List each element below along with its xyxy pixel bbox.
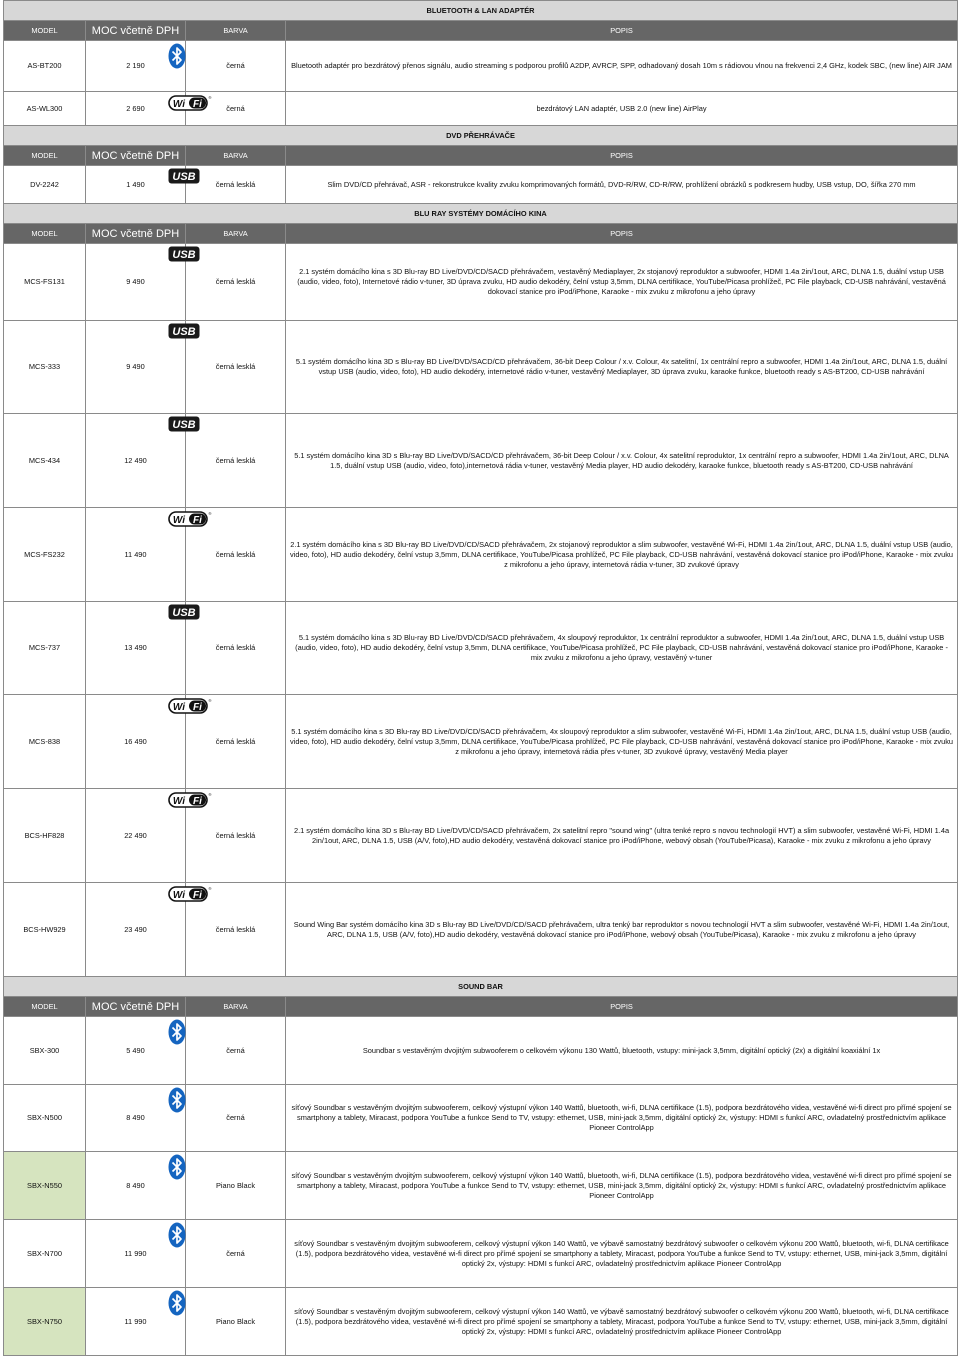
column-header-row bbox=[4, 997, 958, 1017]
color-cell: Piano Black bbox=[186, 1288, 286, 1356]
model-cell: MCS-737 bbox=[4, 602, 86, 695]
model-cell: BCS-HW929 bbox=[4, 883, 86, 977]
description-cell: 5.1 systém domácího kina s 3D Blu-ray BD Live/DVD/CD/SACD přehrávačem, 4x sloupový reproduktor a slim subwoofer, vestavěné Wi-Fi, HDMI 1.4a 2in/1out, ARC, DLNA 1.5, duální vstup USB (audio, video, foto), HD audio dekodéry, čelní vstup 3,5mm, DLNA certifikace, YouTube/Picasa prohlížeč, PC File playback, CD-USB nahrávání, vestavěná dokovací stanice pro iPod/iPhone, Karaoke - mix zvuku z mikrofonu a jeho úpravy, internetová rádia přes v-tuner, 3D zvukové úpravy, vestavěný Media player bbox=[286, 695, 958, 789]
price-cell bbox=[86, 789, 212, 883]
price-value: 23 490 bbox=[124, 924, 147, 934]
description-cell: 2.1 systém domácího kina s 3D Blu-ray BD Live/DVD/CD/SACD přehrávačem, 2x stojanový reproduktor a slim subwoofer, vestavěné Wi-Fi, HDMI 1.4a 2in/1out, ARC, DLNA 1.5, duální vstup USB (audio, video, foto), HD audio dekodéry, čelní vstup 3,5mm, DLNA certifikace, YouTube/Picasa prohlížeč, PC File playback, CD-USB nahrávání, vestavěná dokovací stanice pro iPod/iPhone, Karaoke - mix zvuku z mikrofonu a jeho úpravy, internetová rádia v-tuner, 3D zvukové úpravy bbox=[286, 508, 958, 602]
header-color: BARVA bbox=[186, 224, 286, 244]
product-row bbox=[4, 414, 958, 508]
price-value: 1 490 bbox=[126, 179, 145, 189]
price-cell bbox=[86, 92, 212, 126]
svg-text:®: ® bbox=[208, 698, 212, 703]
header-description: POPIS bbox=[286, 21, 958, 41]
description-cell: Slim DVD/CD přehrávač, ASR - rekonstrukce kvality zvuku komprimovaných formátů, DVD-R/RW, CD-R/RW, prohlížení obrázků s podkresem hudby, USB vstup, DO, šířka 270 mm bbox=[286, 166, 958, 204]
header-color: BARVA bbox=[186, 146, 286, 166]
svg-text:Fi: Fi bbox=[193, 515, 202, 526]
svg-text:Wi: Wi bbox=[172, 890, 186, 901]
price-value: 5 490 bbox=[126, 1045, 145, 1055]
price-value: 12 490 bbox=[124, 455, 147, 465]
usb-logo-icon bbox=[168, 246, 200, 265]
svg-text:Wi: Wi bbox=[172, 796, 186, 807]
column-header-row bbox=[4, 224, 958, 244]
model-cell: DV-2242 bbox=[4, 166, 86, 204]
price-cell bbox=[86, 1220, 186, 1288]
price-value: 8 490 bbox=[126, 1180, 145, 1190]
svg-text:USB: USB bbox=[172, 419, 196, 431]
model-cell: SBX-N700 bbox=[4, 1220, 86, 1288]
product-row bbox=[4, 883, 958, 977]
wifi-logo-icon bbox=[168, 697, 210, 718]
header-color: BARVA bbox=[186, 21, 286, 41]
svg-text:Fi: Fi bbox=[193, 890, 202, 901]
price-value: 11 990 bbox=[124, 1248, 147, 1258]
product-row bbox=[4, 166, 958, 204]
usb-logo-icon bbox=[168, 168, 200, 187]
header-color: BARVA bbox=[186, 997, 286, 1017]
header-price: MOC včetně DPH bbox=[86, 224, 186, 244]
svg-text:Fi: Fi bbox=[193, 796, 202, 807]
header-price: MOC včetně DPH bbox=[86, 997, 186, 1017]
product-row bbox=[4, 321, 958, 414]
svg-text:®: ® bbox=[208, 511, 212, 516]
price-cell bbox=[86, 508, 212, 602]
wifi-logo-icon bbox=[168, 885, 210, 906]
color-cell: Piano Black bbox=[186, 1152, 286, 1220]
model-cell: SBX-N550 bbox=[4, 1152, 86, 1220]
price-cell bbox=[86, 1288, 186, 1356]
section-title-row bbox=[4, 204, 958, 224]
price-cell bbox=[86, 883, 212, 977]
description-cell: síťový Soundbar s vestavěným dvojitým subwooferem, celkový výstupní výkon 140 Wattů, bluetooth, wi-fi, DLNA certifikace (1.5), podpora bezdrátového videa, vestavěné wi-fi direct pro přímé spojení se smartphony a tablety, Miracast, podpora YouTube a funkce Send to TV, vstupy: ethernet, USB, mini-jack 3,5mm, digitální optický 2x, výstupy: HDMI s funkcí ARC, ovladatelný prostřednictvím aplikace Pioneer ControlApp bbox=[286, 1152, 958, 1220]
header-description: POPIS bbox=[286, 997, 958, 1017]
header-description: POPIS bbox=[286, 146, 958, 166]
product-row bbox=[4, 508, 958, 602]
bluetooth-icon bbox=[168, 43, 186, 72]
color-cell: černá lesklá bbox=[186, 321, 286, 414]
svg-text:Fi: Fi bbox=[193, 99, 202, 110]
product-row bbox=[4, 695, 958, 789]
svg-text:USB: USB bbox=[172, 171, 196, 183]
model-cell: SBX-N500 bbox=[4, 1085, 86, 1152]
price-value: 22 490 bbox=[124, 830, 147, 840]
section-title-row bbox=[4, 977, 958, 997]
color-cell: černá bbox=[186, 41, 286, 92]
product-row bbox=[4, 41, 958, 92]
description-cell: bezdrátový LAN adaptér, USB 2.0 (new line) AirPlay bbox=[286, 92, 958, 126]
model-cell: SBX-N750 bbox=[4, 1288, 86, 1356]
bluetooth-icon bbox=[168, 1290, 186, 1319]
color-cell: černá lesklá bbox=[186, 883, 286, 977]
svg-text:USB: USB bbox=[172, 326, 196, 338]
section-title-row bbox=[4, 1, 958, 21]
description-cell: 5.1 systém domácího kina s 3D Blu-ray BD Live/DVD/CD/SACD přehrávačem, 4x sloupový reproduktor, 1x centrální reproduktor a subwoofer, HDMI 1.4a 2in/1out, ARC, DLNA 1.5, duální vstup USB (audio, video, foto), HD audio dekodéry, čelní vstup 3,5mm, DLNA certifikace, YouTube/Picasa prohlížeč, PC File playback, CD-USB nahrávání, vestavěná dokovací stanice pro iPod/iPhone, Karaoke - mix zvuku z mikrofonu a jeho úpravy, vestavěný v-tuner bbox=[286, 602, 958, 695]
price-value: 8 490 bbox=[126, 1113, 145, 1122]
color-cell: černá bbox=[186, 92, 286, 126]
svg-text:USB: USB bbox=[172, 249, 196, 261]
price-cell bbox=[86, 414, 196, 508]
model-cell: MCS-434 bbox=[4, 414, 86, 508]
header-model: MODEL bbox=[4, 997, 86, 1017]
header-model: MODEL bbox=[4, 146, 86, 166]
price-cell bbox=[86, 1017, 186, 1085]
section-title-row bbox=[4, 126, 958, 146]
product-row bbox=[4, 1220, 958, 1288]
svg-text:USB: USB bbox=[172, 607, 196, 619]
price-cell bbox=[86, 695, 212, 789]
description-cell: síťový Soundbar s vestavěným dvojitým subwooferem, celkový výstupní výkon 140 Wattů, ve výbavě samostatný bezdrátový subwoofer o celkovém výkonu 200 Wattů, bluetooth, wi-fi, DLNA certifikace (1.5), podpora bezdrátového videa, vestavěné wi-fi direct pro přímé spojení se smartphony a tablety, Miracast, podpora YouTube a funkce Send to TV, vstupy: ethernet, USB, mini-jack 3,5mm, digitální optický 2x, výstupy: HDMI s funkcí ARC, ovladatelný prostřednictvím aplikace Pioneer ControlApp bbox=[286, 1288, 958, 1356]
model-cell: MCS-838 bbox=[4, 695, 86, 789]
color-cell: černá lesklá bbox=[186, 602, 286, 695]
color-cell: černá bbox=[186, 1220, 286, 1288]
svg-text:Wi: Wi bbox=[172, 515, 186, 526]
color-cell: černá bbox=[186, 1085, 286, 1152]
price-cell bbox=[86, 166, 196, 204]
header-price: MOC včetně DPH bbox=[86, 21, 186, 41]
color-cell: černá lesklá bbox=[186, 789, 286, 883]
model-cell: AS-BT200 bbox=[4, 41, 86, 92]
column-header-row bbox=[4, 146, 958, 166]
header-price: MOC včetně DPH bbox=[86, 146, 186, 166]
price-value: 2 190 bbox=[126, 61, 145, 70]
bluetooth-icon bbox=[168, 1154, 186, 1183]
section-title: BLUETOOTH & LAN ADAPTÉR bbox=[4, 1, 958, 21]
wifi-logo-icon bbox=[168, 94, 210, 115]
price-value: 11 490 bbox=[124, 549, 147, 559]
description-cell: 5.1 systém domácího kina 3D s Blu-ray BD Live/DVD/SACD/CD přehrávačem, 36-bit Deep Colour / x.v. Colour, 4x satelitní reproduktor, 1x centrální repro a subwoofer, HDMI 1.4a 2in/1out, ARC, DLNA 1.5, duální vstup USB (audio, video, foto),internetová rádia v-tuner, vestavěný Media player, HD audio dekodéry, karaoke funkce, bluetooth ready s AS-BT200, CD-USB nahrávání bbox=[286, 414, 958, 508]
color-cell: černá lesklá bbox=[186, 508, 286, 602]
header-model: MODEL bbox=[4, 224, 86, 244]
description-cell: 2.1 systém domácího kina s 3D Blu-ray BD Live/DVD/CD/SACD přehrávačem, vestavěný Mediaplayer, 2x stojanový reproduktor a subwoofer, HDMI 1.4a 2in/1out, ARC, DLNA 1.5, duální vstup USB (audio, video, foto), Internetové rádio v-tuner, 3D úprava zvuku, HD audio dekodéry, čelní vstup 3,5mm, DLNA certifikace, YouTube/Picasa prohlížeč, PC File playback, CD-USB nahrávání, vestavěná dokovací stanice pro iPod/iPhone, Karaoke - mix zvuku z mikrofonu a jeho úpravy bbox=[286, 244, 958, 321]
section-title: SOUND BAR bbox=[4, 977, 958, 997]
product-row bbox=[4, 1288, 958, 1356]
svg-text:®: ® bbox=[208, 792, 212, 797]
description-cell: Soundbar s vestavěným dvojitým subwooferem o celkovém výkonu 130 Wattů, bluetooth, vstupy: mini-jack 3,5mm, digitální optický (2x) a digitální koaxiální 1x bbox=[286, 1017, 958, 1085]
product-row bbox=[4, 1152, 958, 1220]
color-cell: černá lesklá bbox=[186, 414, 286, 508]
color-cell: černá lesklá bbox=[186, 244, 286, 321]
price-value: 11 990 bbox=[124, 1316, 147, 1326]
bluetooth-icon bbox=[168, 1222, 186, 1251]
product-row bbox=[4, 602, 958, 695]
description-cell: 2.1 systém domácího kina 3D s Blu-ray BD Live/DVD/CD/SACD přehrávačem, 2x satelitní repro "sound wing" (ultra tenké repro s novou technologií HVT) a slim subwoofer, vestavěné Wi-Fi, HDMI 1.4a 2in/1out, ARC, DLNA 1.5, USB (A/V, foto),HD audio dekodéry, vestavěná dokovací stanice pro iPod/iPhone, webový obsah (YouTube/Picasa), Karaoke - mix zvuku z mikrofonu a jeho úpravy bbox=[286, 789, 958, 883]
price-cell bbox=[86, 602, 196, 695]
price-value: 2 690 bbox=[126, 103, 145, 113]
description-cell: Sound Wing Bar systém domácího kina 3D s Blu-ray BD Live/DVD/CD/SACD přehrávačem, ultra tenký bar reproduktor s novou technologií HVT a slim subwoofer, vestavěné Wi-Fi, HDMI 1.4a 2in/1out, ARC, DLNA 1.5, USB (A/V, foto),HD audio dekodéry, vestavěná dokovací stanice pro iPod/iPhone, webový obsah (YouTube/Picasa), Karaoke - mix zvuku z mikrofonu a jeho úpravy bbox=[286, 883, 958, 977]
model-cell: MCS-FS131 bbox=[4, 244, 86, 321]
product-row bbox=[4, 1017, 958, 1085]
color-cell: černá bbox=[186, 1017, 286, 1085]
header-model: MODEL bbox=[4, 21, 86, 41]
wifi-logo-icon bbox=[168, 791, 210, 812]
price-cell bbox=[86, 1085, 186, 1152]
usb-logo-icon bbox=[168, 323, 200, 342]
model-cell: BCS-HF828 bbox=[4, 789, 86, 883]
product-row bbox=[4, 789, 958, 883]
column-header-row bbox=[4, 21, 958, 41]
svg-text:®: ® bbox=[208, 886, 212, 891]
svg-text:Wi: Wi bbox=[172, 702, 186, 713]
price-list-table bbox=[3, 0, 958, 1356]
color-cell: černá lesklá bbox=[186, 166, 286, 204]
bluetooth-icon bbox=[168, 1087, 186, 1116]
model-cell: MCS-FS232 bbox=[4, 508, 86, 602]
description-cell: 5.1 systém domácího kina 3D s Blu-ray BD Live/DVD/SACD/CD přehrávačem, 36-bit Deep Colour / x.v. Colour, 4x satelitní, 1x centrální repro a subwoofer, HDMI 1.4a 2in/1out, ARC, DLNA 1.5, duální vstup USB (audio, video, foto), HD audio dekodéry, internetové rádio v-tuner, vestavěný Mediaplayer, 3D úprava zvuku, karaoke funkce, bluetooth ready s AS-BT200, CD-USB nahrávání bbox=[286, 321, 958, 414]
svg-text:®: ® bbox=[208, 95, 212, 100]
section-title: DVD PŘEHRÁVAČE bbox=[4, 126, 958, 146]
description-cell: síťový Soundbar s vestavěným dvojitým subwooferem, celkový výstupní výkon 140 Wattů, ve výbavě samostatný bezdrátový subwoofer o celkovém výkonu 200 Wattů, bluetooth, wi-fi, DLNA certifikace (1.5), podpora bezdrátového videa, vestavěné wi-fi direct pro přímé spojení se smartphony a tablety, Miracast, podpora YouTube a funkce Send to TV, vstupy: ethernet, USB, mini-jack 3,5mm, digitální optický 2x, výstupy: HDMI s funkcí ARC, ovladatelný prostřednictvím aplikace Pioneer ControlApp bbox=[286, 1220, 958, 1288]
section-title: BLU RAY SYSTÉMY DOMÁCÍHO KINA bbox=[4, 204, 958, 224]
description-cell: Bluetooth adaptér pro bezdrátový přenos signálu, audio streaming s podporou profilů A2DP, AVRCP, SPP, odhadovaný dosah 10m s rádiovou vlnou na frekvenci 2,4 GHz, kodek SBC, (new line) AIR JAM bbox=[286, 41, 958, 92]
description-cell: síťový Soundbar s vestavěným dvojitým subwooferem, celkový výstupní výkon 140 Wattů, bluetooth, wi-fi, DLNA certifikace (1.5), podpora bezdrátového videa, vestavěné wi-fi direct pro přímé spojení se smartphony a tablety, Miracast, podpora YouTube a funkce Send to TV, vstupy: ethernet, USB, mini-jack 3,5mm, digitální optický 2x, výstupy: HDMI s funkcí ARC, ovladatelný prostřednictvím aplikace Pioneer ControlApp bbox=[286, 1085, 958, 1152]
product-row bbox=[4, 92, 958, 126]
wifi-logo-icon bbox=[168, 510, 210, 531]
svg-text:Wi: Wi bbox=[172, 99, 186, 110]
product-row bbox=[4, 1085, 958, 1152]
model-cell: SBX-300 bbox=[4, 1017, 86, 1085]
price-cell bbox=[86, 244, 196, 321]
price-value: 16 490 bbox=[124, 736, 147, 746]
product-row bbox=[4, 244, 958, 321]
price-value: 9 490 bbox=[126, 277, 145, 286]
usb-logo-icon bbox=[168, 416, 200, 435]
price-cell bbox=[86, 321, 196, 414]
header-description: POPIS bbox=[286, 224, 958, 244]
price-cell bbox=[86, 1152, 186, 1220]
model-cell: AS-WL300 bbox=[4, 92, 86, 126]
price-cell bbox=[86, 41, 186, 92]
price-value: 13 490 bbox=[124, 643, 147, 652]
usb-logo-icon bbox=[168, 604, 200, 623]
model-cell: MCS-333 bbox=[4, 321, 86, 414]
color-cell: černá lesklá bbox=[186, 695, 286, 789]
svg-text:Fi: Fi bbox=[193, 702, 202, 713]
price-value: 9 490 bbox=[126, 362, 145, 371]
bluetooth-icon bbox=[168, 1019, 186, 1048]
